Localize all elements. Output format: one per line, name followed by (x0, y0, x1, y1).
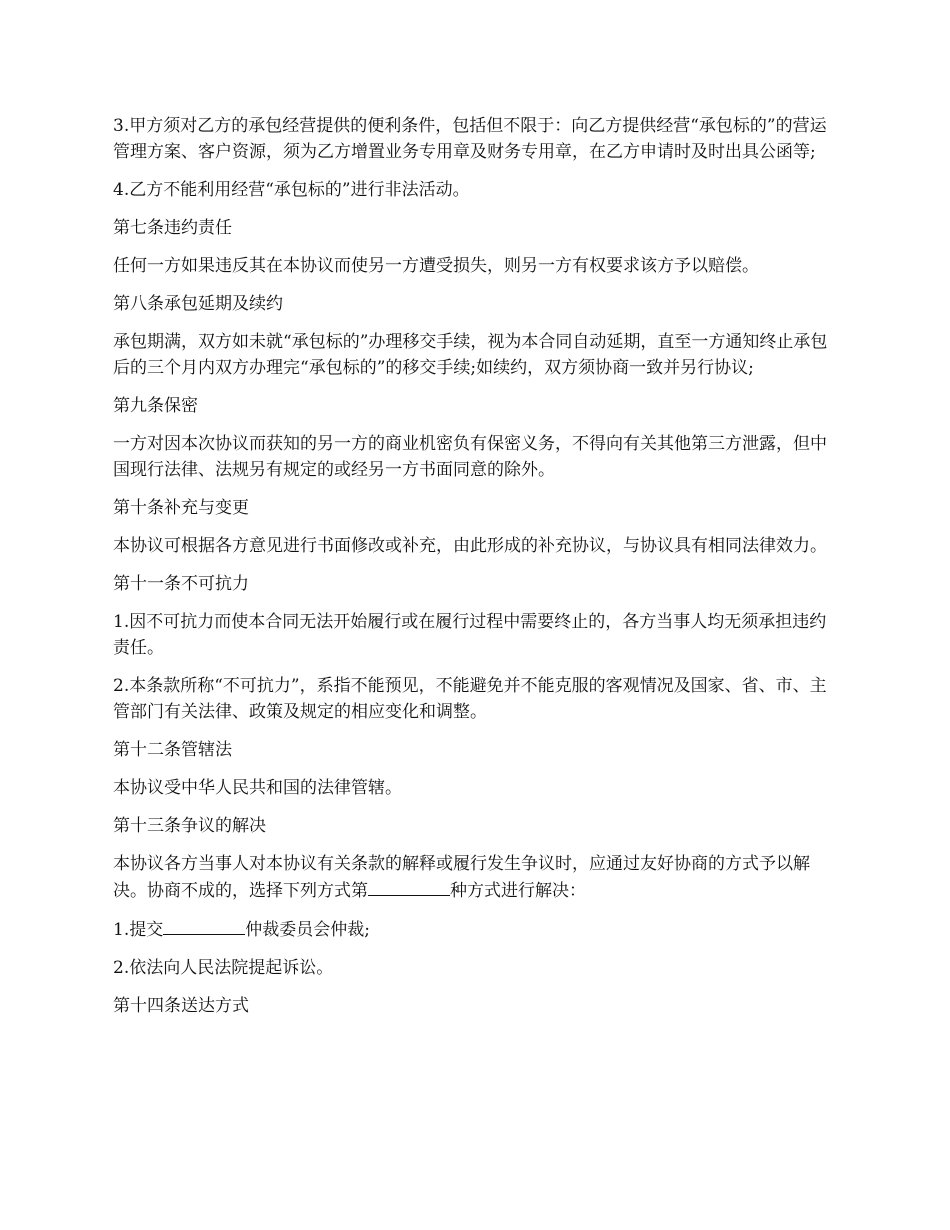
text-after-blank: 种方式进行解决： (450, 881, 586, 901)
clause-paragraph: 一方对因本次协议而获知的另一方的商业机密负有保密义务，不得向有关其他第三方泄露，但中国现行法律、法规另有规定的或经另一方书面同意的除外。 (113, 434, 827, 480)
dispute-resolution-paragraph (113, 851, 838, 904)
clause-paragraph: 承包期满，双方如未就“承包标的”办理移交手续，视为本合同自动延期，直至一方通知终止承包后的三个月内双方办理完“承包标的”的移交手续;如续约，双方须协商一致并另行协议; (113, 332, 828, 378)
arbitration-paragraph (113, 916, 838, 943)
text-before-blank: 1.提交 (113, 920, 164, 940)
clause-paragraph: 1.因不可抗力而使本合同无法开始履行或在履行过程中需要终止的，各方当事人均无须承担违约责任。 (113, 612, 827, 658)
article-heading: 第八条承包延期及续约 (113, 294, 283, 314)
article-heading: 第九条保密 (113, 396, 198, 416)
clause-paragraph: 2.本条款所称“不可抗力”，系指不能预见，不能避免并不能克服的客观情况及国家、省、市、主管部门有关法律、政策及规定的相应变化和调整。 (113, 676, 827, 722)
article-heading: 第十三条争议的解决 (113, 816, 266, 836)
text-after-blank: 仲裁委员会仲裁; (245, 920, 370, 940)
fill-in-blank (163, 916, 245, 935)
article-heading: 第七条违约责任 (113, 218, 232, 238)
clause-paragraph: 2.依法向人民法院提起诉讼。 (113, 958, 334, 978)
clause-paragraph: 任何一方如果违反其在本协议而使另一方遭受损失，则另一方有权要求该方予以赔偿。 (113, 256, 759, 276)
clause-paragraph: 本协议可根据各方意见进行书面修改或补充，由此形成的补充协议，与协议具有相同法律效力。 (113, 536, 827, 556)
clause-paragraph: 4.乙方不能利用经营“承包标的”进行非法活动。 (113, 180, 470, 200)
article-heading: 第十一条不可抗力 (113, 574, 249, 594)
article-heading: 第十二条管辖法 (113, 740, 232, 760)
article-heading: 第十条补充与变更 (113, 498, 249, 518)
article-heading: 第十四条送达方式 (113, 996, 249, 1016)
text-before-blank: 本协议各方当事人对本协议有关条款的解释或履行发生争议时，应通过友好协商的方式予以解决。协商不成的，选择下列方式第 (113, 854, 810, 901)
clause-paragraph: 本协议受中华人民共和国的法律管辖。 (113, 778, 402, 798)
fill-in-blank (368, 877, 450, 896)
clause-paragraph: 3.甲方须对乙方的承包经营提供的便利条件，包括但不限于：向乙方提供经营“承包标的”的营运管理方案、客户资源，须为乙方增置业务专用章及财务专用章，在乙方申请时及时出具公函等; (113, 116, 827, 162)
